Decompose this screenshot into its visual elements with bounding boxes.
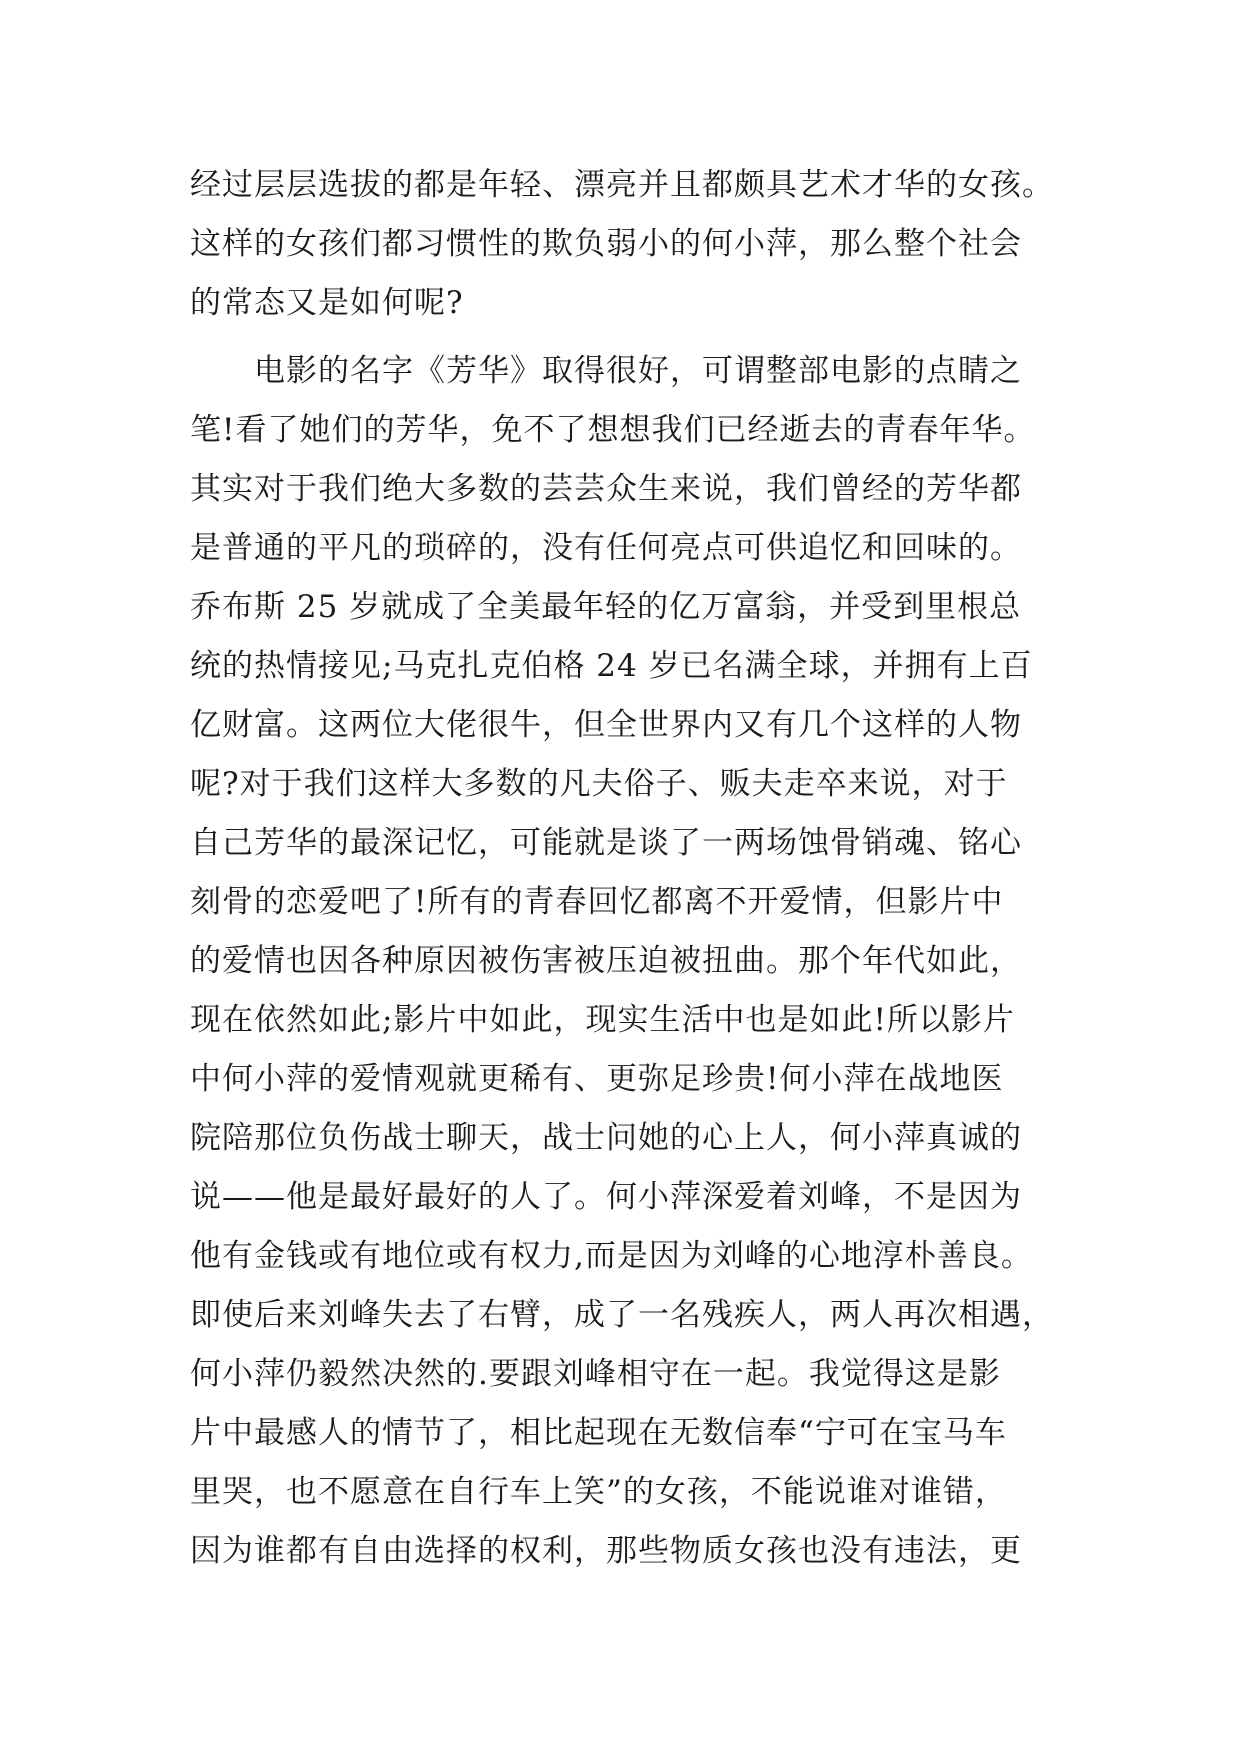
text-line-21: 何小萍仍毅然决然的.要跟刘峰相守在一起。我觉得这是影 (190, 1356, 1001, 1392)
text-line-16: 中何小萍的爱情观就更稀有、更弥足珍贵!何小萍在战地医 (190, 1061, 1004, 1097)
text-line-19: 他有金钱或有地位或有权力,而是因为刘峰的心地淳朴善良。 (190, 1238, 1033, 1274)
text-line-3: 的常态又是如何呢? (190, 285, 464, 321)
text-line-2: 这样的女孩们都习惯性的欺负弱小的何小萍，那么整个社会 (190, 226, 1022, 262)
text-line-20: 即使后来刘峰失去了右臂，成了一名残疾人，两人再次相遇， (190, 1297, 1054, 1333)
text-line-12: 自己芳华的最深记忆，可能就是谈了一两场蚀骨销魂、铭心 (190, 825, 1022, 861)
text-line-17: 院陪那位负伤战士聊天，战士问她的心上人，何小萍真诚的 (190, 1120, 1022, 1156)
text-line-24: 因为谁都有自由选择的权利，那些物质女孩也没有违法，更 (190, 1533, 1022, 1569)
body-text (190, 156, 1090, 1581)
text-line-23: 里哭，也不愿意在自行车上笑”的女孩，不能说谁对谁错， (190, 1474, 1007, 1510)
text-line-8: 乔布斯 25 岁就成了全美最年轻的亿万富翁，并受到里根总 (190, 589, 1022, 625)
text-line-10: 亿财富。这两位大佬很牛，但全世界内又有几个这样的人物 (190, 707, 1022, 743)
text-line-15: 现在依然如此;影片中如此，现实生活中也是如此!所以影片 (190, 1002, 1015, 1038)
text-line-11: 呢?对于我们这样大多数的凡夫俗子、贩夫走卒来说，对于 (190, 766, 1008, 802)
text-line-22: 片中最感人的情节了，相比起现在无数信奉“宁可在宝马车 (190, 1415, 1007, 1451)
text-line-6: 其实对于我们绝大多数的芸芸众生来说，我们曾经的芳华都 (190, 471, 1022, 507)
text-line-13: 刻骨的恋爱吧了!所有的青春回忆都离不开爱情，但影片中 (190, 884, 1004, 920)
text-line-1: 经过层层选拔的都是年轻、漂亮并且都颇具艺术才华的女孩。 (190, 167, 1054, 203)
text-line-14: 的爱情也因各种原因被伤害被压迫被扭曲。那个年代如此， (190, 943, 1022, 979)
text-line-7: 是普通的平凡的琐碎的，没有任何亮点可供追忆和回味的。 (190, 530, 1022, 566)
text-line-4: 电影的名字《芳华》取得很好，可谓整部电影的点睛之 (190, 353, 1022, 389)
text-line-5: 笔!看了她们的芳华，免不了想想我们已经逝去的青春年华。 (190, 412, 1036, 448)
text-line-18: 说——他是最好最好的人了。何小萍深爱着刘峰，不是因为 (190, 1179, 1022, 1215)
text-line-9: 统的热情接见;马克扎克伯格 24 岁已名满全球，并拥有上百 (190, 648, 1033, 684)
